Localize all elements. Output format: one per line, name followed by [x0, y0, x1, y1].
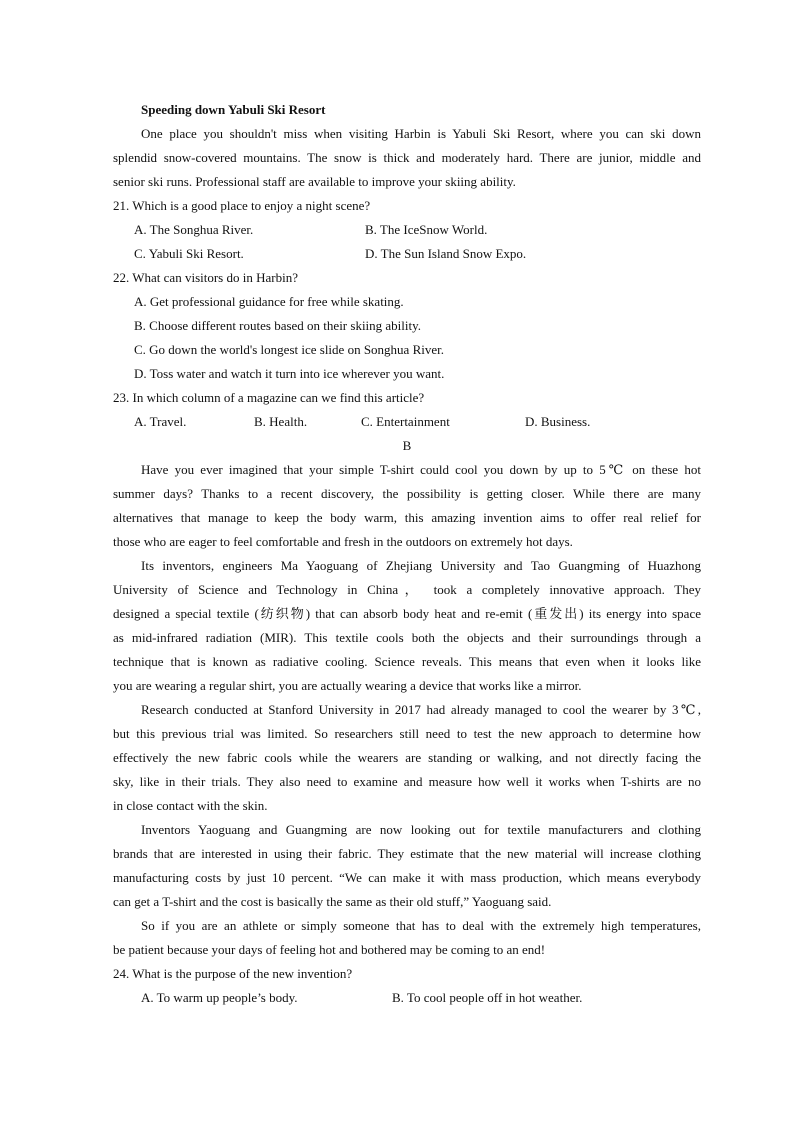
- paragraph-line: summer days? Thanks to a recent discovery, the possibility is getting closer. While there are many: [113, 486, 701, 501]
- q23-option-b: B. Health.: [254, 414, 308, 429]
- q21-option-d: D. The Sun Island Snow Expo.: [365, 246, 527, 261]
- q21-option-c: C. Yabuli Ski Resort.: [134, 246, 244, 261]
- section-title: Speeding down Yabuli Ski Resort: [141, 102, 326, 117]
- paragraph-line: alternatives that manage to keep the body warm, this amazing invention aims to offer real relief for: [113, 510, 701, 525]
- paragraph-line: sky, like in their trials. They also need to examine and measure how well it works when T-shirts are no: [113, 774, 701, 789]
- q23-option-a: A. Travel.: [134, 414, 187, 429]
- paragraph-line: splendid snow-covered mountains. The snow is thick and moderately hard. There are junior, middle and: [113, 150, 701, 165]
- paragraph-line: Have you ever imagined that your simple T-shirt could cool you down by up to 5℃ on these hot: [141, 462, 701, 477]
- paragraph-line: University of Science and Technology in China， took a completely innovative approach. They: [113, 582, 701, 597]
- q22-option-a: A. Get professional guidance for free while skating.: [134, 294, 404, 309]
- q23-option-d: D. Business.: [525, 414, 591, 429]
- paragraph-line: brands that are interested in using their fabric. They estimate that the new material will increase clothing: [113, 846, 701, 861]
- q22-option-d: D. Toss water and watch it turn into ice wherever you want.: [134, 366, 445, 381]
- question-24-stem: 24. What is the purpose of the new invention?: [113, 966, 353, 981]
- paragraph-line: manufacturing costs by just 10 percent. “We can make it with mass production, which means everybody: [113, 870, 701, 885]
- paragraph-line: in close contact with the skin.: [113, 798, 268, 813]
- question-23-stem: 23. In which column of a magazine can we find this article?: [113, 390, 425, 405]
- paragraph-line: effectively the new fabric cools while the wearers are standing or walking, and not directly facing the: [113, 750, 701, 765]
- paragraph-line: Its inventors, engineers Ma Yaoguang of Zhejiang University and Tao Guangming of Huazhong: [141, 558, 701, 573]
- paragraph-line: Research conducted at Stanford University in 2017 had already managed to cool the wearer by 3℃,: [141, 702, 701, 717]
- q24-option-a: A. To warm up people’s body.: [141, 990, 298, 1005]
- q21-option-b: B. The IceSnow World.: [365, 222, 488, 237]
- section-b-heading: B: [402, 438, 412, 453]
- q22-option-b: B. Choose different routes based on their skiing ability.: [134, 318, 422, 333]
- q21-option-a: A. The Songhua River.: [134, 222, 254, 237]
- question-22-stem: 22. What can visitors do in Harbin?: [113, 270, 298, 285]
- paragraph-line: can get a T-shirt and the cost is basically the same as their old stuff,” Yaoguang said.: [113, 894, 552, 909]
- paragraph-line: but this previous trial was limited. So researchers still need to test the new approach to determine how: [113, 726, 701, 741]
- paragraph-line: as mid-infrared radiation (MIR). This textile cools both the objects and their surroundings through a: [113, 630, 701, 645]
- question-21-stem: 21. Which is a good place to enjoy a night scene?: [113, 198, 371, 213]
- paragraph-line: So if you are an athlete or simply someone that has to deal with the extremely high temperatures,: [141, 918, 701, 933]
- paragraph-line: designed a special textile (纺织物) that can absorb body heat and re-emit (重发出) its energy into space: [113, 606, 701, 621]
- paragraph-line: technique that is known as radiative cooling. Science reveals. This means that even when it looks like: [113, 654, 701, 669]
- q22-option-c: C. Go down the world's longest ice slide on Songhua River.: [134, 342, 444, 357]
- paragraph-line: those who are eager to feel comfortable and fresh in the outdoors on extremely hot days.: [113, 534, 573, 549]
- q24-option-b: B. To cool people off in hot weather.: [392, 990, 583, 1005]
- paragraph-line: One place you shouldn't miss when visiting Harbin is Yabuli Ski Resort, where you can ski down: [141, 126, 701, 141]
- q23-option-c: C. Entertainment: [361, 414, 450, 429]
- paragraph-line: you are wearing a regular shirt, you are actually wearing a device that works like a mirror.: [113, 678, 582, 693]
- paragraph-line: be patient because your days of feeling hot and bothered may be coming to an end!: [113, 942, 546, 957]
- paragraph-line: senior ski runs. Professional staff are available to improve your skiing ability.: [113, 174, 516, 189]
- paragraph-line: Inventors Yaoguang and Guangming are now looking out for textile manufacturers and clothing: [141, 822, 701, 837]
